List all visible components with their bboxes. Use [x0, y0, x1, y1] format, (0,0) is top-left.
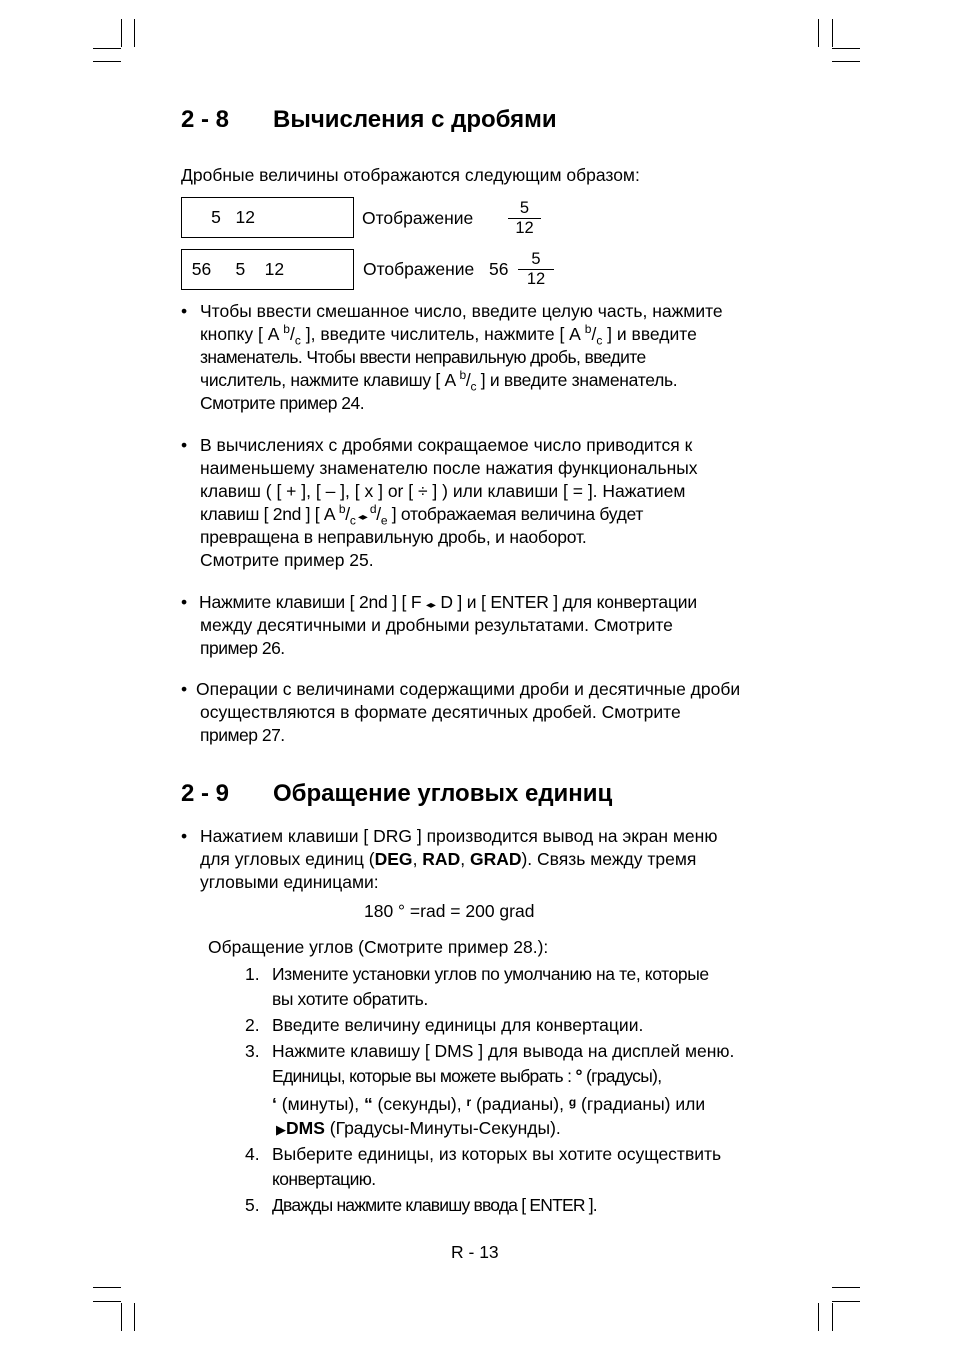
step-line: Нажмите клавишу [ DMS ] для вывода на дисплей меню. — [272, 1041, 735, 1061]
step-line: ‘ (минуты), “ (секунды), $^r$ (радианы), $^g$ (градианы) или — [272, 1094, 706, 1114]
second-symbol: “ — [363, 1094, 373, 1114]
paragraph-line: Нажатием клавиши [ DRG ] производится вывод на экран меню — [200, 826, 718, 846]
swap-arrows-icon: ◂▸ — [426, 600, 436, 611]
paragraph-line: угловыми единицами: — [200, 872, 379, 892]
minute-symbol: ‘ — [272, 1094, 277, 1114]
step-line: Введите величину единицы для конвертации. — [272, 1015, 644, 1035]
paragraph-line: пример 26. — [200, 638, 285, 658]
paragraph-line: осуществляются в формате десятичных дробей. Смотрите — [200, 702, 681, 722]
unit-grad: GRAD — [469, 849, 522, 869]
step-line: конвертацию. — [272, 1169, 376, 1189]
formula: 180 ° =rad = 200 grad — [364, 901, 535, 921]
paragraph-line: Нажмите клавиши [ 2nd ] [ F ◂▸ D ] и [ ENTER ] для конвертации — [199, 592, 697, 612]
step-line: Единицы, которые вы можете выбрать : ° (градусы), — [272, 1066, 662, 1086]
paragraph-line: Операции с величинами содержащими дроби и десятичные дроби — [196, 679, 741, 699]
section-number: 2 - 8 — [181, 106, 230, 133]
step-number: 1. — [245, 964, 260, 984]
paragraph-line: В вычислениях с дробями сокращаемое число приводится к — [200, 435, 693, 455]
intro-text: Дробные величины отображаются следующим образом: — [181, 165, 640, 185]
paragraph-line: числитель, нажмите клавишу [ A $^b/_c$ ] и введите знаменатель. — [200, 368, 678, 394]
step-line: вы хотите обратить. — [272, 989, 428, 1009]
display-box: 5 12 — [181, 197, 354, 238]
section-title: Обращение угловых единиц — [273, 780, 613, 807]
gradian-symbol: g — [568, 1095, 577, 1109]
bullet-marker: • — [181, 435, 188, 455]
step-line: ▶DMS (Градусы-Минуты-Секунды). — [276, 1118, 561, 1138]
section-title: Вычисления с дробями — [273, 106, 557, 133]
conversion-intro: Обращение углов (Смотрите пример 28.): — [208, 937, 549, 957]
paragraph-line: пример 27. — [200, 725, 285, 745]
paragraph-line: знаменатель. Чтобы ввести неправильную дробь, введите — [200, 347, 646, 367]
degree-symbol: ° — [575, 1066, 582, 1086]
step-number: 5. — [245, 1195, 260, 1215]
bullet-marker: • — [181, 826, 188, 846]
bullet-marker: • — [181, 592, 188, 612]
paragraph-line: клавиш ( [ + ], [ – ], [ x ] or [ ÷ ] ) или клавиши [ = ]. Нажатием — [200, 481, 686, 501]
display-box: 56 5 12 — [181, 249, 354, 290]
paragraph-line: Чтобы ввести смешанное число, введите целую часть, нажмите — [200, 301, 723, 321]
paragraph-line: Смотрите пример 25. — [200, 550, 374, 570]
display-label: Отображение — [363, 259, 475, 279]
step-line: Дважды нажмите клавишу ввода [ ENTER ]. — [272, 1195, 597, 1215]
mixed-whole: 56 — [489, 259, 509, 279]
bullet-marker: • — [181, 301, 188, 321]
section-number: 2 - 9 — [181, 780, 230, 807]
paragraph-line: кнопку [ A $^b/_c$ ], введите числитель, нажмите [ A $^b/_c$ ] и введите — [200, 322, 697, 348]
paragraph-line: Смотрите пример 24. — [200, 393, 365, 413]
fraction-numerator: 5 — [508, 199, 541, 219]
step-line: Измените установки углов по умолчанию на те, которые — [272, 964, 709, 984]
swap-arrows-icon: ◂▸ — [355, 512, 370, 523]
display-label: Отображение — [362, 208, 474, 228]
paragraph-line: наименьшему знаменателю после нажатия функциональных — [200, 458, 698, 478]
step-number: 2. — [245, 1015, 260, 1035]
paragraph-line: между десятичными и дробными результатами. Смотрите — [200, 615, 673, 635]
paragraph-line: клавиш [ 2nd ] [ A $^b/_c$ ◂▸ $^d/_e$ ] отображаемая величина будет — [200, 502, 644, 528]
bullet-marker: • — [181, 679, 188, 699]
fraction — [518, 250, 554, 289]
triangle-right-icon: ▶ — [276, 1122, 286, 1137]
fraction-denominator: 12 — [526, 270, 546, 288]
step-number: 3. — [245, 1041, 260, 1061]
paragraph-line: для угловых единиц (DEG, RAD, GRAD). Связь между тремя — [200, 849, 697, 869]
unit-rad: RAD — [422, 849, 461, 869]
radian-symbol: r — [466, 1095, 472, 1109]
fraction-denominator: 12 — [515, 219, 534, 237]
paragraph-line: превращена в неправильную дробь, и наоборот. — [200, 527, 587, 547]
dms-label: DMS — [286, 1118, 325, 1138]
fraction — [508, 199, 541, 238]
step-line: Выберите единицы, из которых вы хотите осуществить — [272, 1144, 722, 1164]
page-number: R - 13 — [451, 1242, 499, 1262]
unit-deg: DEG — [374, 849, 413, 869]
step-number: 4. — [245, 1144, 260, 1164]
fraction-numerator: 5 — [518, 250, 554, 270]
